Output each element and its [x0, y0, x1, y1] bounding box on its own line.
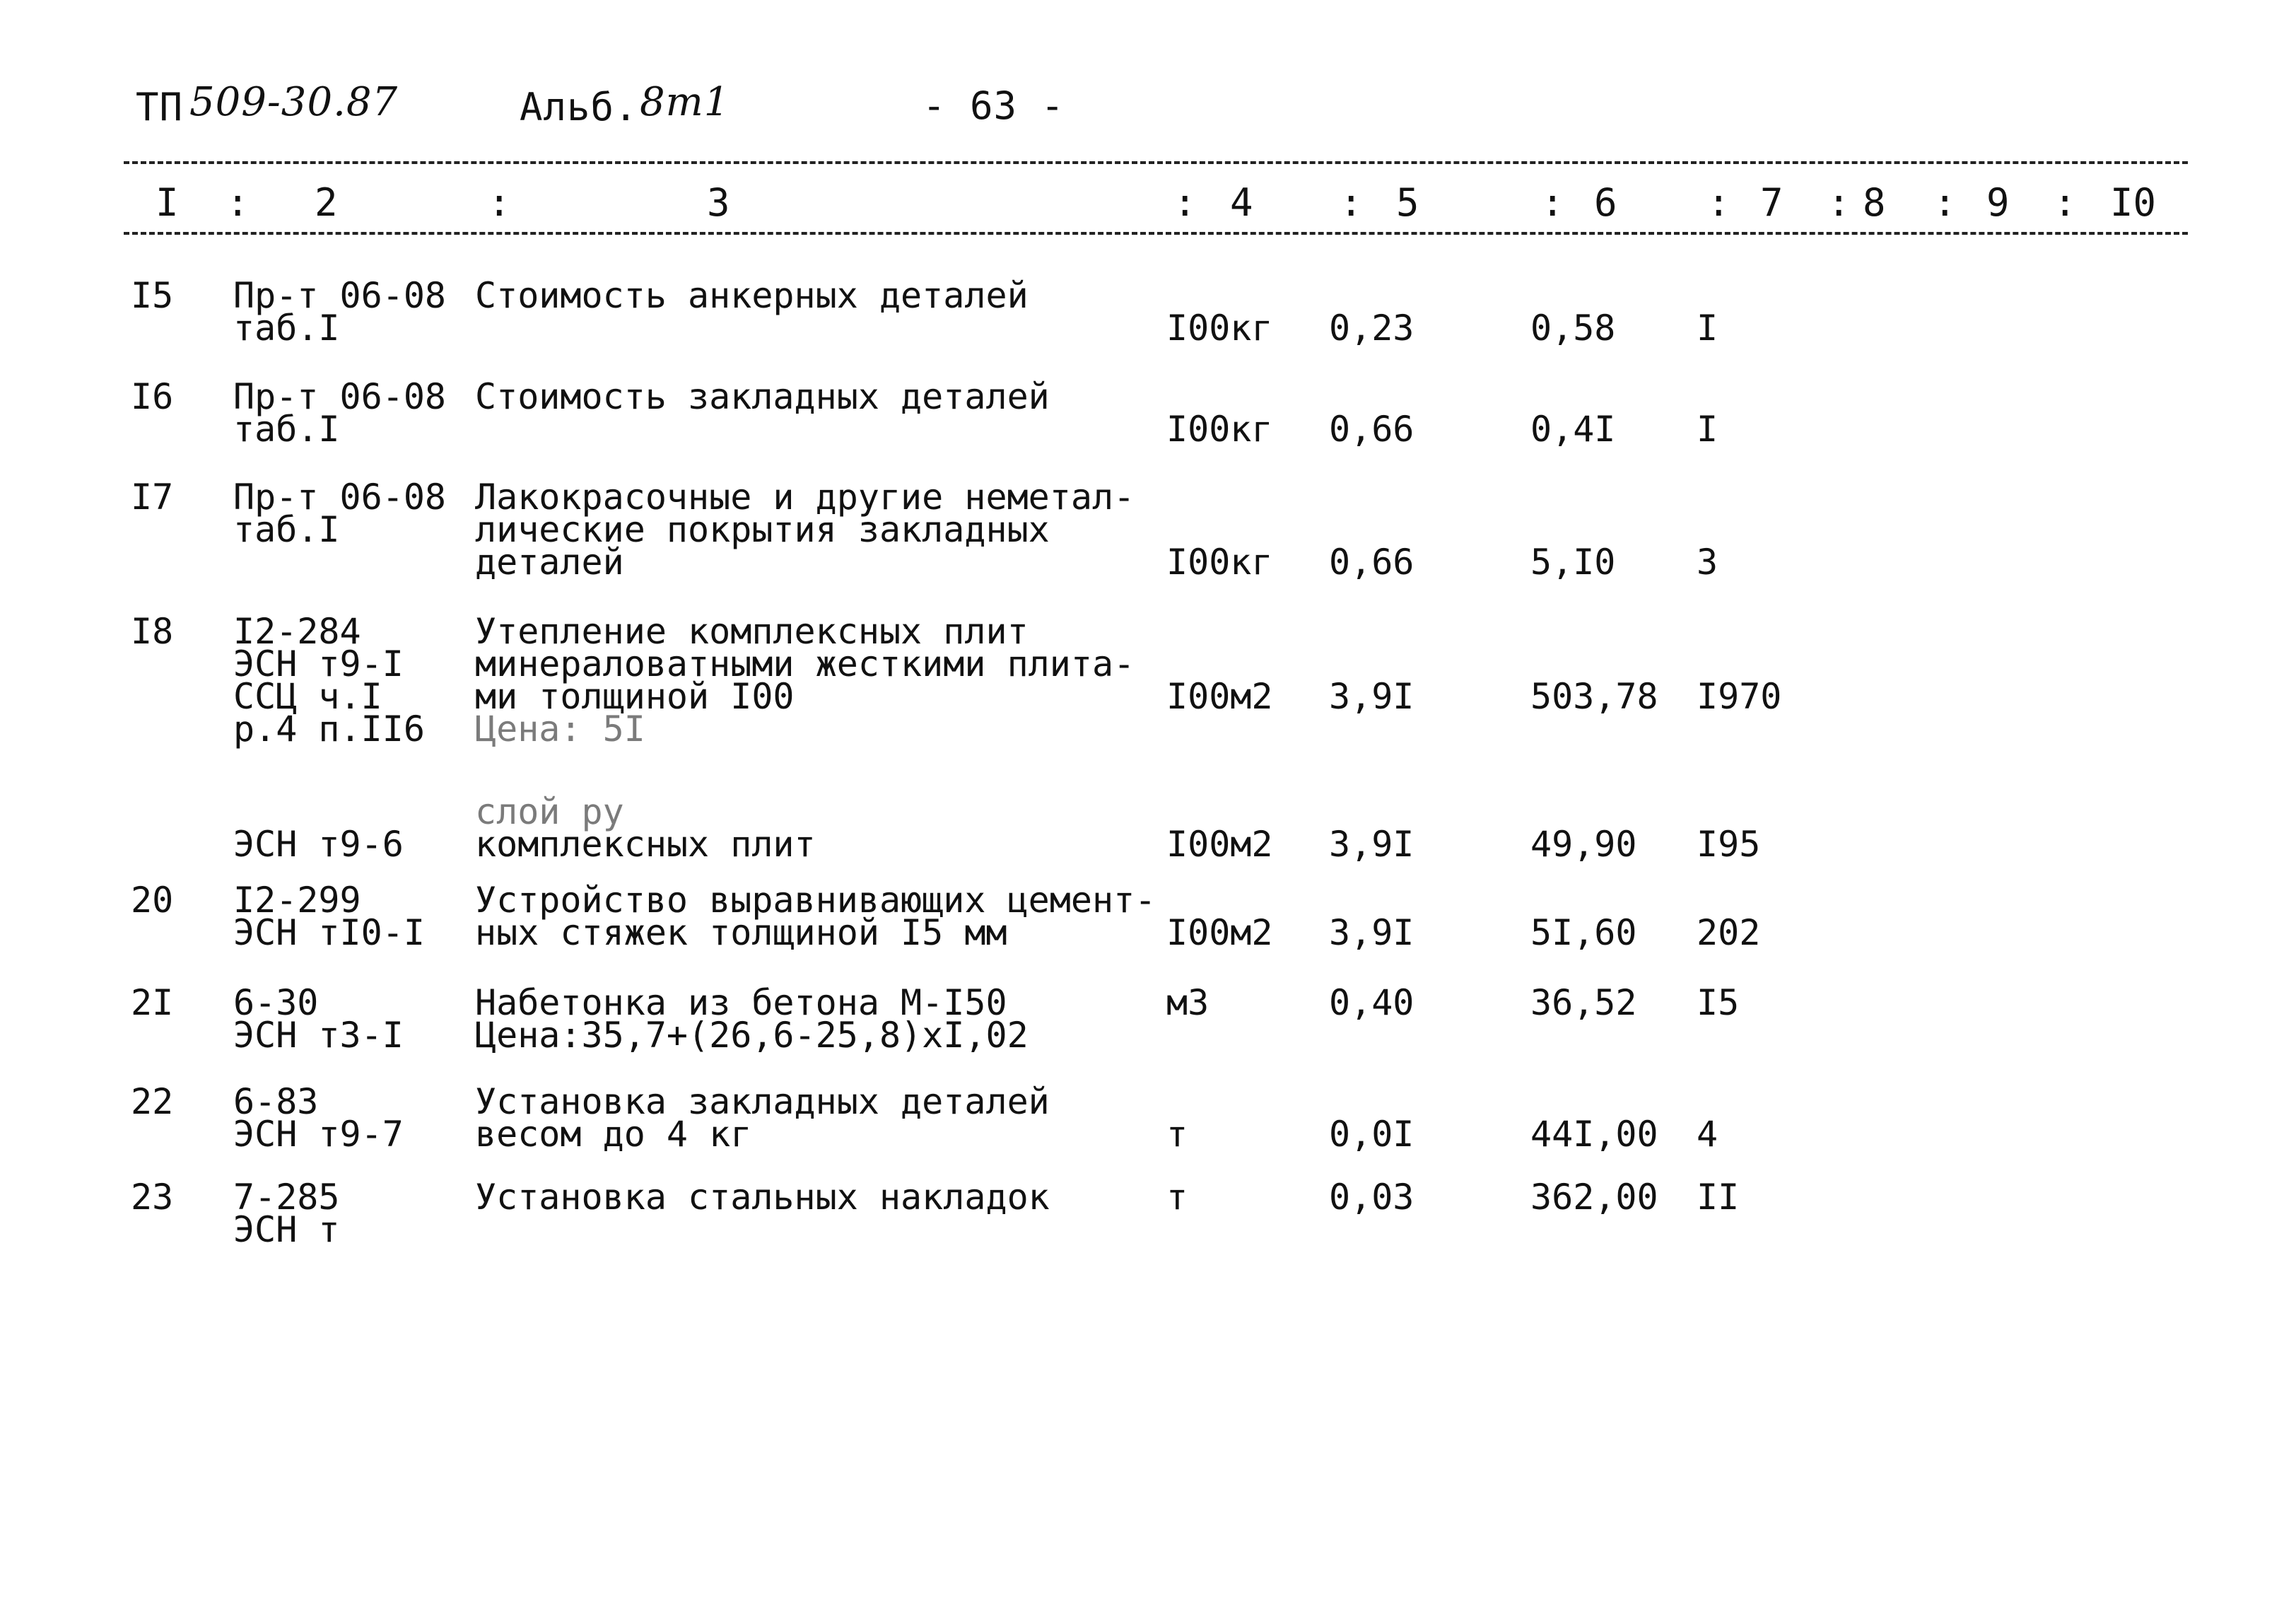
- row-number: I5: [131, 275, 174, 316]
- row-unit-price: 0,4I: [1530, 409, 1616, 450]
- row-description-line: минераловатными жесткими плита-: [475, 643, 1135, 684]
- row-code-line: Пр-т 06-08: [233, 376, 447, 417]
- row-unit-price: 503,78: [1530, 676, 1658, 717]
- column-header-7: 7: [1760, 180, 1784, 225]
- table-top-rule: [124, 161, 2188, 164]
- row-quantity: 0,40: [1329, 982, 1414, 1023]
- row-code-line: 6-83: [233, 1081, 319, 1122]
- column-separator: :: [1541, 180, 1564, 225]
- doc-prefix: ТП: [136, 85, 184, 129]
- row-quantity: 0,0I: [1329, 1114, 1414, 1155]
- row-number: 23: [131, 1177, 174, 1218]
- row-total: I: [1697, 308, 1718, 349]
- row-unit-price: 362,00: [1530, 1177, 1658, 1218]
- row-code-line: таб.I: [233, 509, 340, 550]
- row-description-line: Лакокрасочные и другие неметал-: [475, 477, 1135, 518]
- table-header-bottom-rule: [124, 232, 2188, 235]
- row-unit-price: 36,52: [1530, 982, 1637, 1023]
- column-separator: :: [2054, 180, 2077, 225]
- row-code-line: 6-30: [233, 982, 319, 1023]
- row-quantity: 0,23: [1329, 308, 1414, 349]
- row-description-line: лические покрытия закладных: [475, 509, 1050, 550]
- row-description-line: Устройство выравнивающих цемент-: [475, 880, 1156, 921]
- row-total: 3: [1697, 542, 1718, 583]
- row-description-line: ных стяжек толщиной I5 мм: [475, 912, 1007, 953]
- row-number: I8: [131, 611, 174, 652]
- row-number: 22: [131, 1081, 174, 1122]
- row-quantity: 3,9I: [1329, 824, 1414, 865]
- row-description-line: Утепление комплексных плит: [475, 611, 1029, 652]
- row-code-line: ЭСН т9-6: [233, 824, 404, 865]
- row-unit: I00м2: [1166, 676, 1273, 717]
- row-code-line: ЭСН тI0-I: [233, 912, 425, 953]
- row-total: I970: [1697, 676, 1782, 717]
- row-unit: I00кг: [1166, 542, 1273, 583]
- row-description-line: ми толщиной I00: [475, 676, 795, 717]
- row-description-line: Стоимость анкерных деталей: [475, 275, 1029, 316]
- row-description-line: Цена:35,7+(26,6-25,8)хI,02: [475, 1015, 1029, 1056]
- row-code-line: ССЦ ч.I: [233, 676, 382, 717]
- row-total: 4: [1697, 1114, 1718, 1155]
- row-total: II: [1697, 1177, 1740, 1218]
- row-unit: м3: [1166, 982, 1210, 1023]
- row-code-line: ЭСН т3-I: [233, 1015, 404, 1056]
- row-unit: I00м2: [1166, 824, 1273, 865]
- row-unit: т: [1166, 1177, 1188, 1218]
- row-number: 2I: [131, 982, 174, 1023]
- column-header-6: 6: [1594, 180, 1617, 225]
- row-total: I: [1697, 409, 1718, 450]
- row-quantity: 3,9I: [1329, 912, 1414, 953]
- album-label: Альб.: [520, 85, 638, 129]
- column-separator: :: [1827, 180, 1851, 225]
- row-unit-price: 49,90: [1530, 824, 1637, 865]
- row-number: I6: [131, 376, 174, 417]
- column-separator: :: [488, 180, 511, 225]
- column-separator: :: [1173, 180, 1197, 225]
- row-total: I95: [1697, 824, 1761, 865]
- row-code-line: таб.I: [233, 409, 340, 450]
- column-header-10: I0: [2110, 180, 2157, 225]
- column-separator: :: [1707, 180, 1730, 225]
- row-unit: I00кг: [1166, 409, 1273, 450]
- row-code-line: р.4 п.II6: [233, 709, 425, 750]
- row-unit-price: 5,I0: [1530, 542, 1616, 583]
- row-unit-price: 0,58: [1530, 308, 1616, 349]
- row-code-line: Пр-т 06-08: [233, 275, 447, 316]
- row-description-line: Установка закладных деталей: [475, 1081, 1050, 1122]
- row-code-line: 7-285: [233, 1177, 340, 1218]
- row-unit-price: 44I,00: [1530, 1114, 1658, 1155]
- row-description-line: комплексных плит: [475, 824, 816, 865]
- row-unit-price: 5I,60: [1530, 912, 1637, 953]
- row-code-line: Пр-т 06-08: [233, 477, 447, 518]
- column-separator: :: [226, 180, 250, 225]
- column-separator: :: [1933, 180, 1957, 225]
- row-unit: I00м2: [1166, 912, 1273, 953]
- row-number: 20: [131, 880, 174, 921]
- row-quantity: 0,66: [1329, 409, 1414, 450]
- column-header-4: 4: [1230, 180, 1253, 225]
- row-code-line: ЭСН т9-7: [233, 1114, 404, 1155]
- page-number: - 63 -: [922, 83, 1065, 128]
- row-code-line: ЭСН т: [233, 1209, 340, 1250]
- row-description-line: Цена: 5I: [475, 709, 645, 750]
- column-separator: :: [1340, 180, 1363, 225]
- album-number: 8т1: [640, 79, 730, 125]
- row-number: I7: [131, 477, 174, 518]
- column-header-2: 2: [315, 180, 338, 225]
- row-description-line: деталей: [475, 542, 624, 583]
- row-unit: т: [1166, 1114, 1188, 1155]
- row-quantity: 3,9I: [1329, 676, 1414, 717]
- row-description-line: Установка стальных накладок: [475, 1177, 1050, 1218]
- row-code-line: I2-299: [233, 880, 361, 921]
- row-description-line: весом до 4 кг: [475, 1114, 752, 1155]
- row-description-line: Стоимость закладных деталей: [475, 376, 1050, 417]
- column-header-3: 3: [707, 180, 730, 225]
- row-quantity: 0,66: [1329, 542, 1414, 583]
- column-header-9: 9: [1986, 180, 2010, 225]
- doc-number: 509-30.87: [189, 79, 399, 125]
- column-header-1: I: [156, 180, 179, 225]
- row-code-line: ЭСН т9-I: [233, 643, 404, 684]
- column-header-8: 8: [1863, 180, 1886, 225]
- row-code-line: I2-284: [233, 611, 361, 652]
- row-quantity: 0,03: [1329, 1177, 1414, 1218]
- row-total: 202: [1697, 912, 1761, 953]
- row-code-line: таб.I: [233, 308, 340, 349]
- row-unit: I00кг: [1166, 308, 1273, 349]
- row-total: I5: [1697, 982, 1740, 1023]
- column-header-5: 5: [1396, 180, 1419, 225]
- row-description-line: слой ру: [475, 791, 624, 832]
- row-description-line: Набетонка из бетона М-I50: [475, 982, 1007, 1023]
